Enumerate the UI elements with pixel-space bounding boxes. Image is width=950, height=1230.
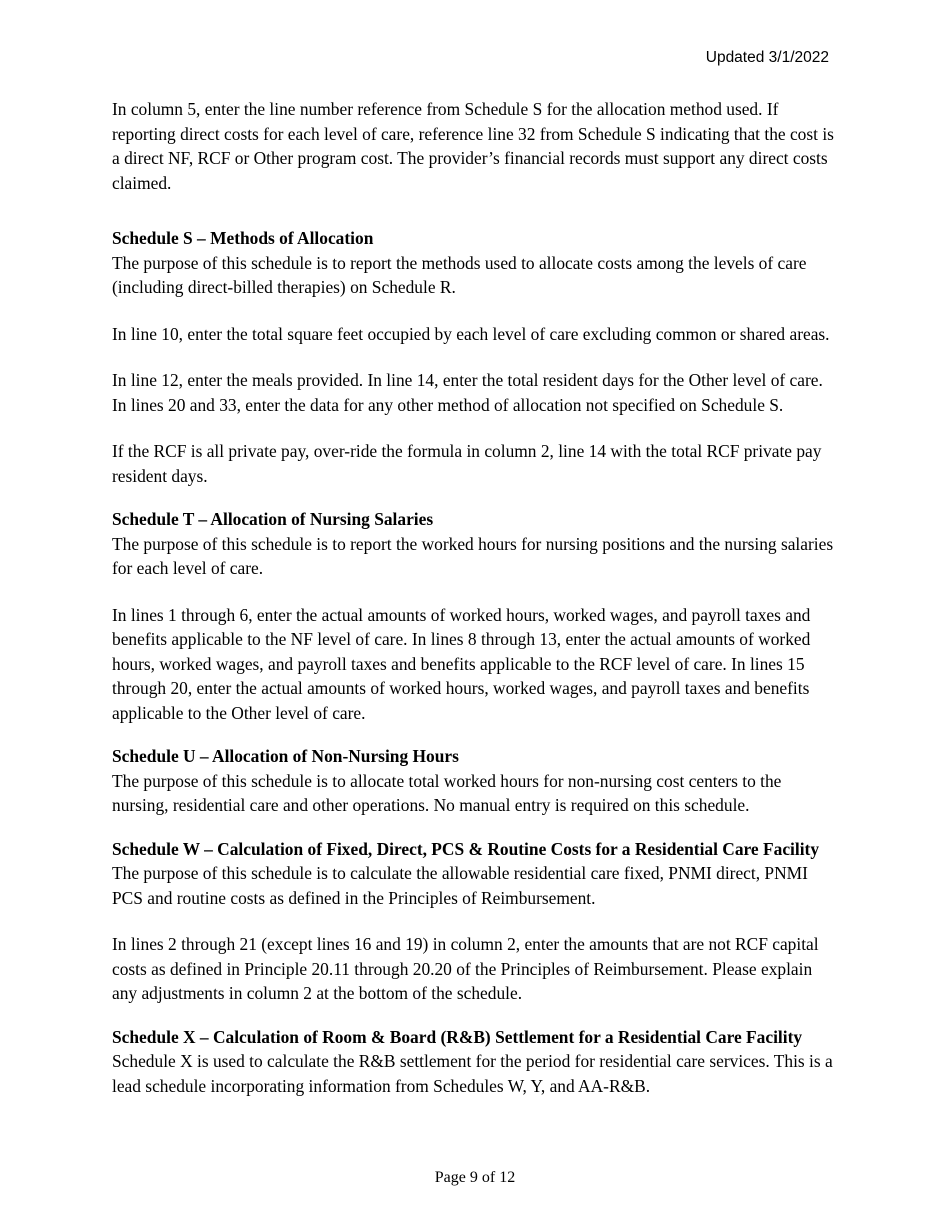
paragraph-lines-1-6: In lines 1 through 6, enter the actual amounts of worked hours, worked wages, and payroll taxes and benefits applicable to the NF level of care. In lines 8 through 13, enter the actual amounts of worked hours, worked wages, and payroll taxes and benefits applicable to the RCF level of care. In lines 15 through 20, enter the actual amounts of worked hours, worked wages, and payroll taxes and benefits applicable to the Other level of care. bbox=[112, 604, 811, 723]
updated-date: Updated 3/1/2022 bbox=[705, 49, 829, 66]
schedule-u-heading: Schedule U – Allocation of Non-Nursing Hours bbox=[112, 746, 459, 766]
schedule-t-heading: Schedule T – Allocation of Nursing Salaries bbox=[112, 509, 434, 529]
paragraph-rcf-private-pay: If the RCF is all private pay, over-ride the formula in column 2, line 14 with the total RCF private pay resident days. bbox=[112, 441, 822, 486]
schedule-x-heading: Schedule X – Calculation of Room & Board (R&B) Settlement for a Residential Care Facility bbox=[112, 1026, 803, 1047]
paragraph-line10: In line 10, enter the total square feet occupied by each level of care excluding common or shared areas. bbox=[112, 323, 830, 344]
document-body bbox=[112, 97, 838, 1098]
schedule-s-purpose: The purpose of this schedule is to report the methods used to allocate costs among the levels of care (including direct-billed therapies) on Schedule R. bbox=[112, 252, 807, 297]
paragraph-column5: In column 5, enter the line number reference from Schedule S for the allocation method used. If reporting direct costs for each level of care, reference line 32 from Schedule S indicating that the cost is a direct NF, RCF or Other program cost. The provider’s financial records must support any direct costs claimed. bbox=[112, 99, 834, 193]
schedule-s-heading: Schedule S – Methods of Allocation bbox=[112, 228, 374, 248]
schedule-w-purpose: The purpose of this schedule is to calculate the allowable residential care fixed, PNMI direct, PNMI PCS and routine costs as defined in the Principles of Reimbursement. bbox=[112, 863, 808, 908]
schedule-w-heading: Schedule W – Calculation of Fixed, Direct, PCS & Routine Costs for a Residential Care Facility bbox=[112, 838, 820, 859]
paragraph-lines-2-21: In lines 2 through 21 (except lines 16 and 19) in column 2, enter the amounts that are not RCF capital costs as defined in Principle 20.11 through 20.20 of the Principles of Reimbursement. Please explain any adjustments in column 2 at the bottom of the schedule. bbox=[112, 934, 819, 1003]
page-number: Page 9 of 12 bbox=[434, 1169, 516, 1186]
schedule-x-paragraph bbox=[112, 1025, 838, 1099]
schedule-u-purpose: The purpose of this schedule is to allocate total worked hours for non-nursing cost centers to the nursing, residential care and other operations. No manual entry is required on this schedule. bbox=[112, 770, 782, 815]
paragraph-line12: In line 12, enter the meals provided. In line 14, enter the total resident days for the Other level of care. In lines 20 and 33, enter the data for any other method of allocation not specified on Schedule S. bbox=[112, 370, 823, 415]
schedule-w-paragraph bbox=[112, 837, 838, 911]
schedule-t-purpose: The purpose of this schedule is to report the worked hours for nursing positions and the nursing salaries for each level of care. bbox=[112, 533, 834, 578]
schedule-x-purpose: Schedule X is used to calculate the R&B settlement for the period for residential care services. This is a lead schedule incorporating information from Schedules W, Y, and AA-R&B. bbox=[112, 1051, 833, 1096]
